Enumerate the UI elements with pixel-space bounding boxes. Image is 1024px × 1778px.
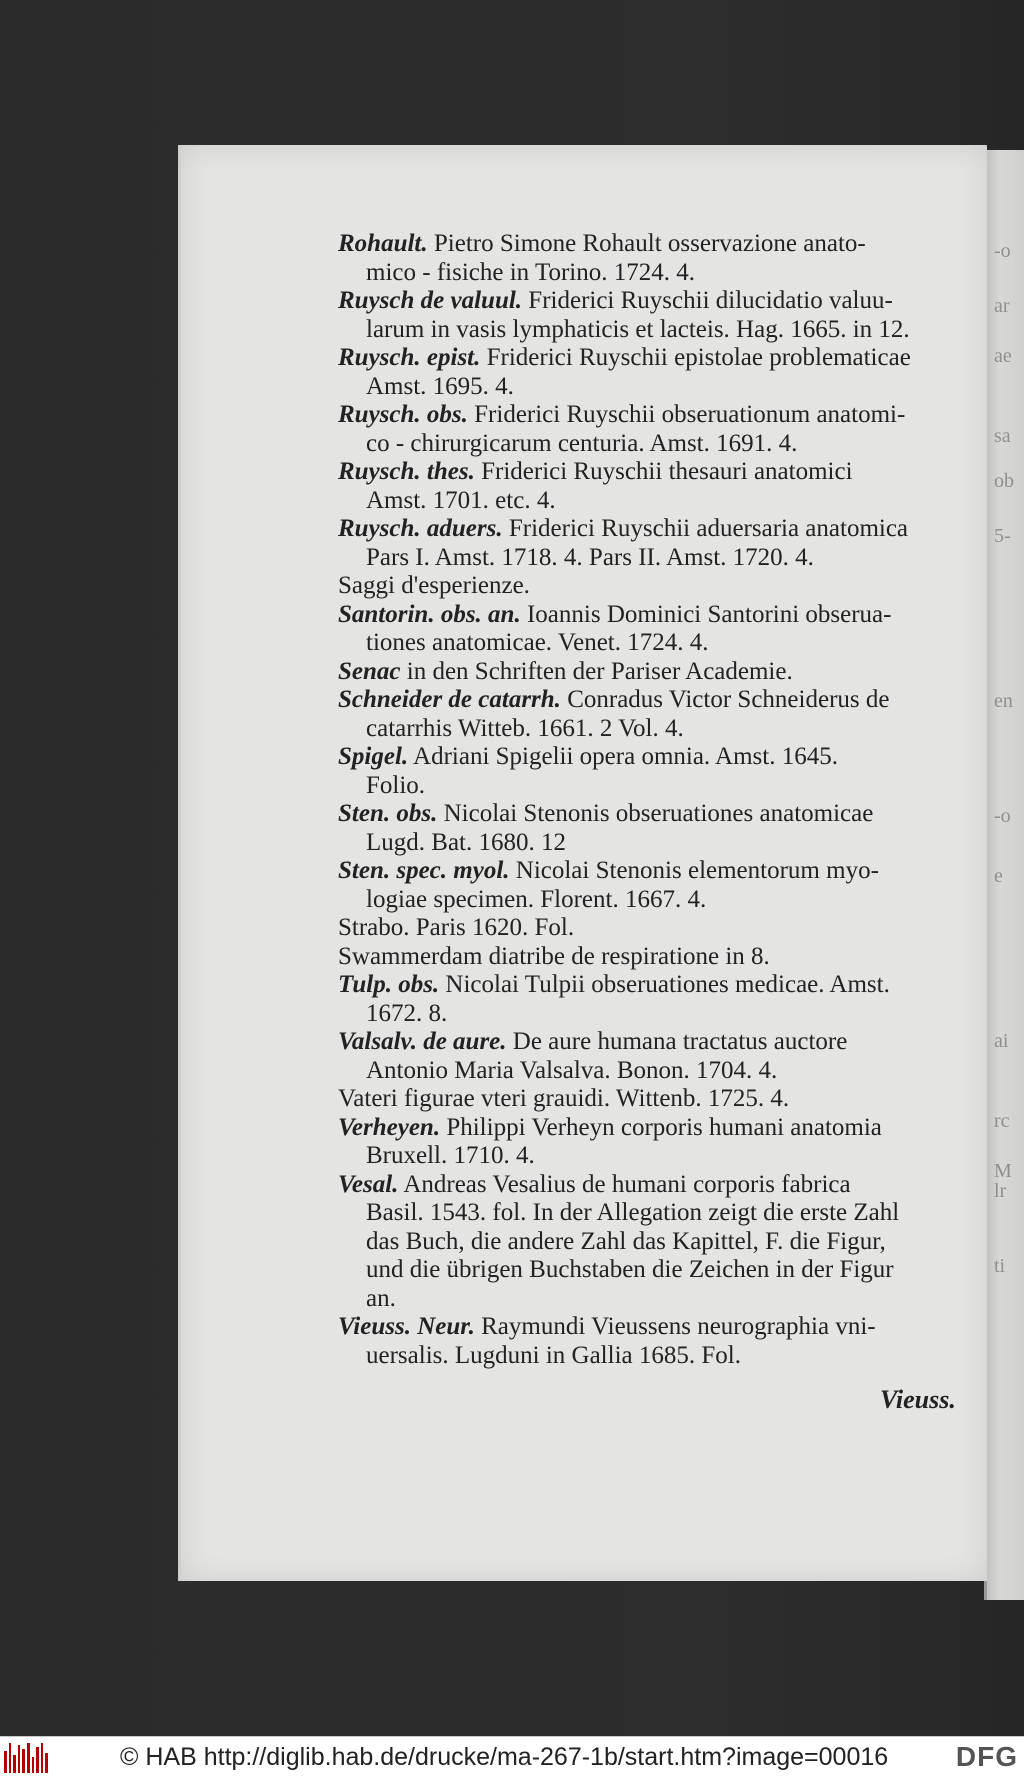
entry-line	[338, 686, 958, 715]
entry-line	[338, 1313, 958, 1342]
margin-fragment: rc	[994, 1110, 1010, 1132]
bibliography-entry	[338, 401, 958, 458]
entry-text: Ioannis Dominici Santorini obserua-	[526, 600, 892, 628]
entry-line	[338, 829, 958, 858]
entry-line	[338, 230, 958, 259]
entry-line	[338, 458, 958, 487]
entry-line	[338, 1114, 958, 1143]
entry-line	[338, 658, 958, 687]
footer-copyright-link[interactable]: © HAB http://diglib.hab.de/drucke/ma-267-1b/start.htm?image=00016	[120, 1743, 889, 1771]
entry-line	[338, 800, 958, 829]
margin-fragment: -o	[994, 805, 1011, 827]
bibliography-entry	[338, 686, 958, 743]
entry-line	[338, 1285, 958, 1314]
margin-fragment: -o	[994, 240, 1011, 262]
margin-fragment: M	[994, 1160, 1012, 1182]
entry-line	[338, 943, 958, 972]
entry-abbreviation: Spigel.	[338, 743, 409, 770]
margin-fragment: 5-	[994, 525, 1011, 547]
entry-line	[338, 1028, 958, 1057]
entry-line	[338, 629, 958, 658]
entry-text: Philippi Verheyn corporis humani anatomia	[446, 1113, 882, 1141]
entry-abbreviation: Ruysch. epist.	[338, 344, 481, 371]
bibliography-entry	[338, 230, 958, 287]
entry-line	[338, 1199, 958, 1228]
margin-fragment: en	[994, 690, 1013, 712]
entry-text: tiones anatomicae. Venet. 1724. 4.	[366, 629, 709, 656]
entry-abbreviation: Sten. obs.	[338, 800, 438, 827]
entry-text: an.	[366, 1284, 396, 1312]
entry-line	[338, 344, 958, 373]
library-barcode-icon	[4, 1743, 48, 1773]
entry-text: Andreas Vesalius de humani corporis fabrica	[403, 1170, 851, 1198]
entry-line	[338, 886, 958, 915]
entry-abbreviation: Vieuss. Neur.	[338, 1313, 475, 1340]
entry-abbreviation: Rohault.	[338, 230, 428, 257]
entry-text: Folio.	[366, 771, 426, 799]
entry-abbreviation: Verheyen.	[338, 1113, 441, 1141]
entry-text: Friderici Ruyschii aduersaria anatomica	[508, 515, 909, 542]
margin-fragment: ar	[994, 295, 1010, 317]
bibliography-entry	[338, 458, 958, 515]
entry-text: Friderici Ruyschii obseruationum anatomi-	[474, 401, 906, 428]
entry-line	[338, 772, 958, 801]
entry-abbreviation: Sten. spec. myol.	[338, 857, 510, 884]
entry-line	[338, 1256, 958, 1285]
entry-text: 1672. 8.	[366, 999, 448, 1027]
bibliography-entry	[338, 515, 958, 572]
bibliography-entry	[338, 287, 958, 344]
entry-text: Friderici Ruyschii dilucidatio valuu-	[528, 287, 893, 314]
bibliography-entry	[338, 914, 958, 943]
bibliography-entry	[338, 971, 958, 1028]
entry-abbreviation: Ruysch. aduers.	[338, 515, 503, 542]
bibliography-entry	[338, 1085, 958, 1114]
entry-text: Amst. 1695. 4.	[366, 372, 514, 400]
entry-text: logiae specimen. Florent. 1667. 4.	[366, 885, 707, 913]
entry-line	[338, 544, 958, 573]
entry-line	[338, 373, 958, 402]
bibliography-entry	[338, 572, 958, 601]
entry-line	[338, 487, 958, 516]
entry-abbreviation: Senac	[338, 657, 401, 685]
entry-line	[338, 259, 958, 288]
entry-abbreviation: Schneider de catarrh.	[338, 686, 561, 713]
entry-line	[338, 857, 958, 886]
entry-text: das Buch, die andere Zahl das Kapittel, F. die Figur,	[366, 1227, 886, 1255]
margin-fragment: ae	[994, 345, 1012, 367]
entry-line	[338, 1085, 958, 1114]
entry-text: catarrhis Witteb. 1661. 2 Vol. 4.	[366, 714, 684, 742]
entry-line	[338, 401, 958, 430]
entry-line	[338, 287, 958, 316]
entry-line	[338, 971, 958, 1000]
catchword: Vieuss.	[880, 1385, 956, 1414]
entry-line	[338, 1228, 958, 1257]
entry-line	[338, 743, 958, 772]
entry-text: in den Schriften der Pariser Academie.	[406, 657, 793, 685]
entry-text: Amst. 1701. etc. 4.	[366, 486, 556, 514]
entry-text: larum in vasis lymphaticis et lacteis. Hag. 1665. in 12.	[366, 315, 910, 343]
entry-text: Saggi d'esperienze.	[338, 572, 530, 599]
entry-text: Friderici Ruyschii thesauri anatomici	[481, 458, 853, 485]
entry-text: und die übrigen Buchstaben die Zeichen in der Figur	[366, 1256, 894, 1283]
entry-line	[338, 1057, 958, 1086]
entry-text: Antonio Maria Valsalva. Bonon. 1704. 4.	[366, 1056, 778, 1084]
entry-text: Raymundi Vieussens neurographia vni-	[481, 1313, 876, 1340]
entry-line	[338, 1142, 958, 1171]
entry-abbreviation: Santorin. obs. an.	[338, 600, 521, 628]
entry-abbreviation: Ruysch. obs.	[338, 401, 468, 428]
entry-text: Vateri figurae vteri grauidi. Wittenb. 1725. 4.	[338, 1085, 790, 1112]
entry-text: Nicolai Tulpii obseruationes medicae. Amst.	[445, 971, 890, 998]
bibliography-entry	[338, 743, 958, 800]
entry-text: Nicolai Stenonis elementorum myo-	[515, 857, 879, 884]
entry-line	[338, 1171, 958, 1200]
margin-fragment: ob	[994, 470, 1014, 492]
entry-text: Friderici Ruyschii epistolae problematicae	[486, 344, 911, 371]
entry-text: Strabo. Paris 1620. Fol.	[338, 914, 575, 941]
margin-fragment: lr	[994, 1180, 1007, 1202]
entry-abbreviation: Tulp. obs.	[338, 971, 440, 998]
bibliography-entry	[338, 1028, 958, 1085]
entry-text: Conradus Victor Schneiderus de	[567, 686, 890, 713]
bibliography-list	[338, 230, 958, 1370]
entry-text: Nicolai Stenonis obseruationes anatomicae	[443, 800, 874, 827]
dfg-logo: DFG	[955, 1741, 1018, 1772]
footer-bar	[0, 1736, 1024, 1778]
entry-text: mico - fisiche in Torino. 1724. 4.	[366, 258, 695, 286]
margin-fragment: ti	[994, 1255, 1006, 1277]
bibliography-entry	[338, 943, 958, 972]
bibliography-entry	[338, 601, 958, 658]
entry-text: Adriani Spigelii opera omnia. Amst. 1645.	[413, 743, 838, 770]
entry-line	[338, 316, 958, 345]
entry-line	[338, 715, 958, 744]
entry-text: uersalis. Lugduni in Gallia 1685. Fol.	[366, 1341, 741, 1369]
entry-abbreviation: Ruysch de valuul.	[338, 287, 523, 314]
entry-text: Pietro Simone Rohault osservazione anato-	[433, 230, 866, 257]
entry-text: co - chirurgicarum centuria. Amst. 1691. 4.	[366, 429, 798, 457]
entry-text: Bruxell. 1710. 4.	[366, 1142, 535, 1169]
margin-fragment: ai	[994, 1030, 1009, 1052]
bibliography-entry	[338, 1171, 958, 1314]
bibliography-entry	[338, 1313, 958, 1370]
margin-fragment: e	[994, 865, 1003, 887]
entry-abbreviation: Ruysch. thes.	[338, 458, 475, 485]
entry-abbreviation: Valsalv. de aure.	[338, 1028, 507, 1055]
entry-text: Swammerdam diatribe de respiratione in 8.	[338, 942, 770, 970]
entry-line	[338, 572, 958, 601]
entry-text: Lugd. Bat. 1680. 12	[366, 828, 566, 856]
bibliography-entry	[338, 857, 958, 914]
entry-line	[338, 1342, 958, 1371]
entry-line	[338, 515, 958, 544]
margin-fragment: sa	[994, 425, 1011, 447]
entry-line	[338, 601, 958, 630]
entry-line	[338, 430, 958, 459]
entry-text: Pars I. Amst. 1718. 4. Pars II. Amst. 1720. 4.	[366, 543, 814, 571]
entry-abbreviation: Vesal.	[338, 1170, 399, 1198]
bibliography-entry	[338, 800, 958, 857]
bibliography-entry	[338, 344, 958, 401]
entry-text: Basil. 1543. fol. In der Allegation zeigt die erste Zahl	[366, 1199, 900, 1226]
entry-line	[338, 1000, 958, 1029]
bibliography-entry	[338, 1114, 958, 1171]
entry-line	[338, 914, 958, 943]
entry-text: De aure humana tractatus auctore	[512, 1028, 848, 1055]
bibliography-entry	[338, 658, 958, 687]
